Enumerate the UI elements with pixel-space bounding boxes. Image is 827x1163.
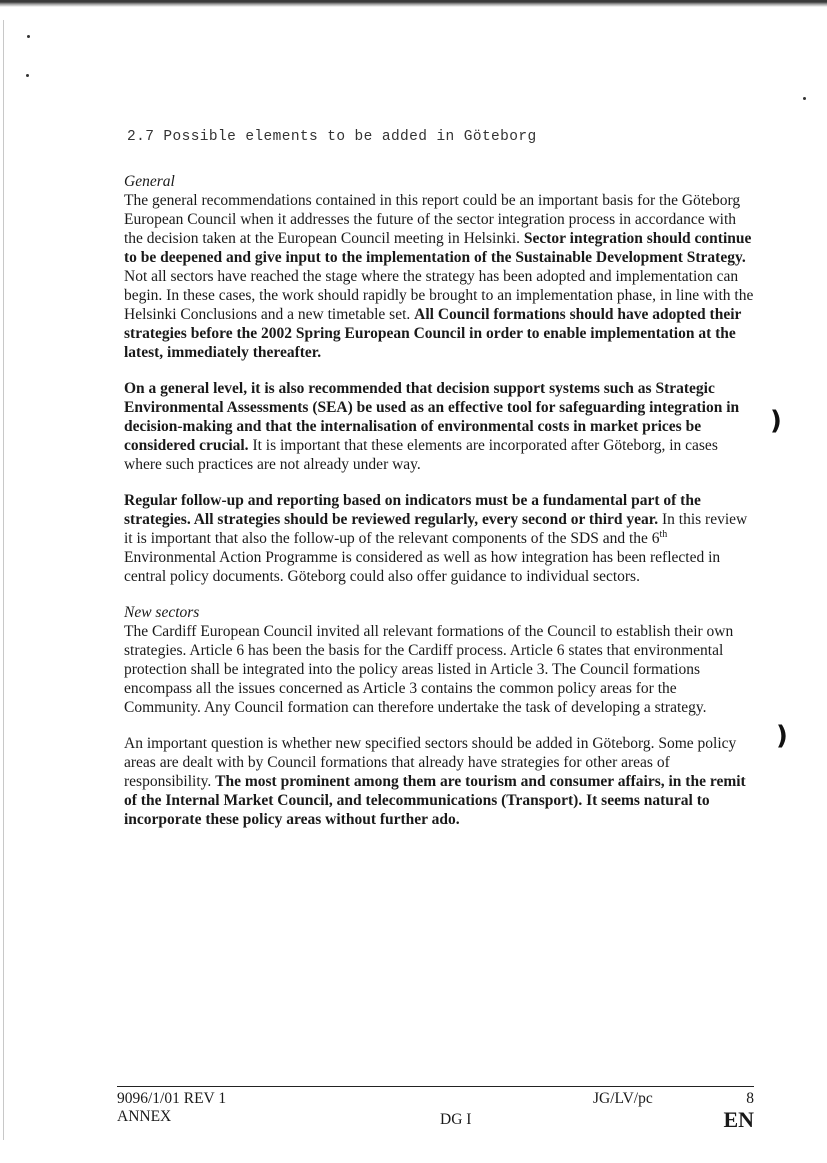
- body-text: [124, 172, 754, 829]
- document-reference: 9096/1/01 REV 1: [117, 1090, 227, 1107]
- general-paragraph-1: The general recommendations contained in this report could be an important basis for the Göteborg European Council when it addresses the future of the sector integration process in accordance with the decision taken at the European Council meeting in Helsinki. Sector integration should continue to be deepened and give input to the implementation of the Sustainable Development Strategy. Not all sectors have reached the stage where the strategy has been adopted and implementation can begin. In these cases, the work should rapidly be brought to an implementation phase, in line with the Helsinki Conclusions and a new timetable set. All Council formations should have adopted their strategies before the 2002 Spring European Council in order to enable implementation at the latest, immediately thereafter.: [124, 192, 754, 361]
- scan-speck: [26, 74, 29, 77]
- language-code: EN: [723, 1107, 754, 1132]
- scan-left-edge: [3, 20, 4, 1140]
- section-heading: 2.7 Possible elements to be added in Göteborg: [127, 129, 537, 145]
- page-number: 8: [746, 1090, 754, 1107]
- subheading-new-sectors: New sectors: [124, 604, 200, 621]
- page-footer: [117, 1086, 754, 1140]
- binder-hole-mark-icon: ): [770, 406, 782, 436]
- subheading-general: General: [124, 173, 175, 190]
- directorate-label: DG I: [440, 1111, 472, 1128]
- scan-top-border: [0, 0, 827, 7]
- annex-label: ANNEX: [117, 1108, 172, 1125]
- author-initials: JG/LV/pc: [593, 1090, 653, 1107]
- new-sectors-paragraph-1: The Cardiff European Council invited all relevant formations of the Council to establish their own strategies. Article 6 has been the basis for the Cardiff process. Article 6 states that environmental protection shall be integrated into the policy areas listed in Article 3. The Council formations encompass all the issues concerned as Article 3 contains the common policy areas for the Community. Any Council formation can therefore undertake the task of developing a strategy.: [124, 623, 734, 716]
- general-paragraph-2: On a general level, it is also recommended that decision support systems such as Strategic Environmental Assessments (SEA) be used as an effective tool for safeguarding integration in decision-making and that the internalisation of environmental costs in market prices be considered crucial. It is important that these elements are incorporated after Göteborg, in cases where such practices are not already under way.: [124, 380, 740, 473]
- general-paragraph-3: Regular follow-up and reporting based on indicators must be a fundamental part of the strategies. All strategies should be reviewed regularly, every second or third year. In this review it is important that also the follow-up of the relevant components of the SDS and the 6th Environmental Action Programme is considered as well as how integration has been reflected in central policy documents. Göteborg could also offer guidance to individual sectors.: [124, 492, 748, 585]
- new-sectors-paragraph-2: An important question is whether new specified sectors should be added in Göteborg. Some policy areas are dealt with by Council formations that already have strategies for other areas of responsibility. The most prominent among them are tourism and consumer affairs, in the remit of the Internal Market Council, and telecommunications (Transport). It seems natural to incorporate these policy areas without further ado.: [124, 735, 746, 828]
- scan-speck: [27, 35, 30, 38]
- scan-speck: [803, 97, 806, 100]
- binder-hole-mark-icon: ): [776, 721, 788, 751]
